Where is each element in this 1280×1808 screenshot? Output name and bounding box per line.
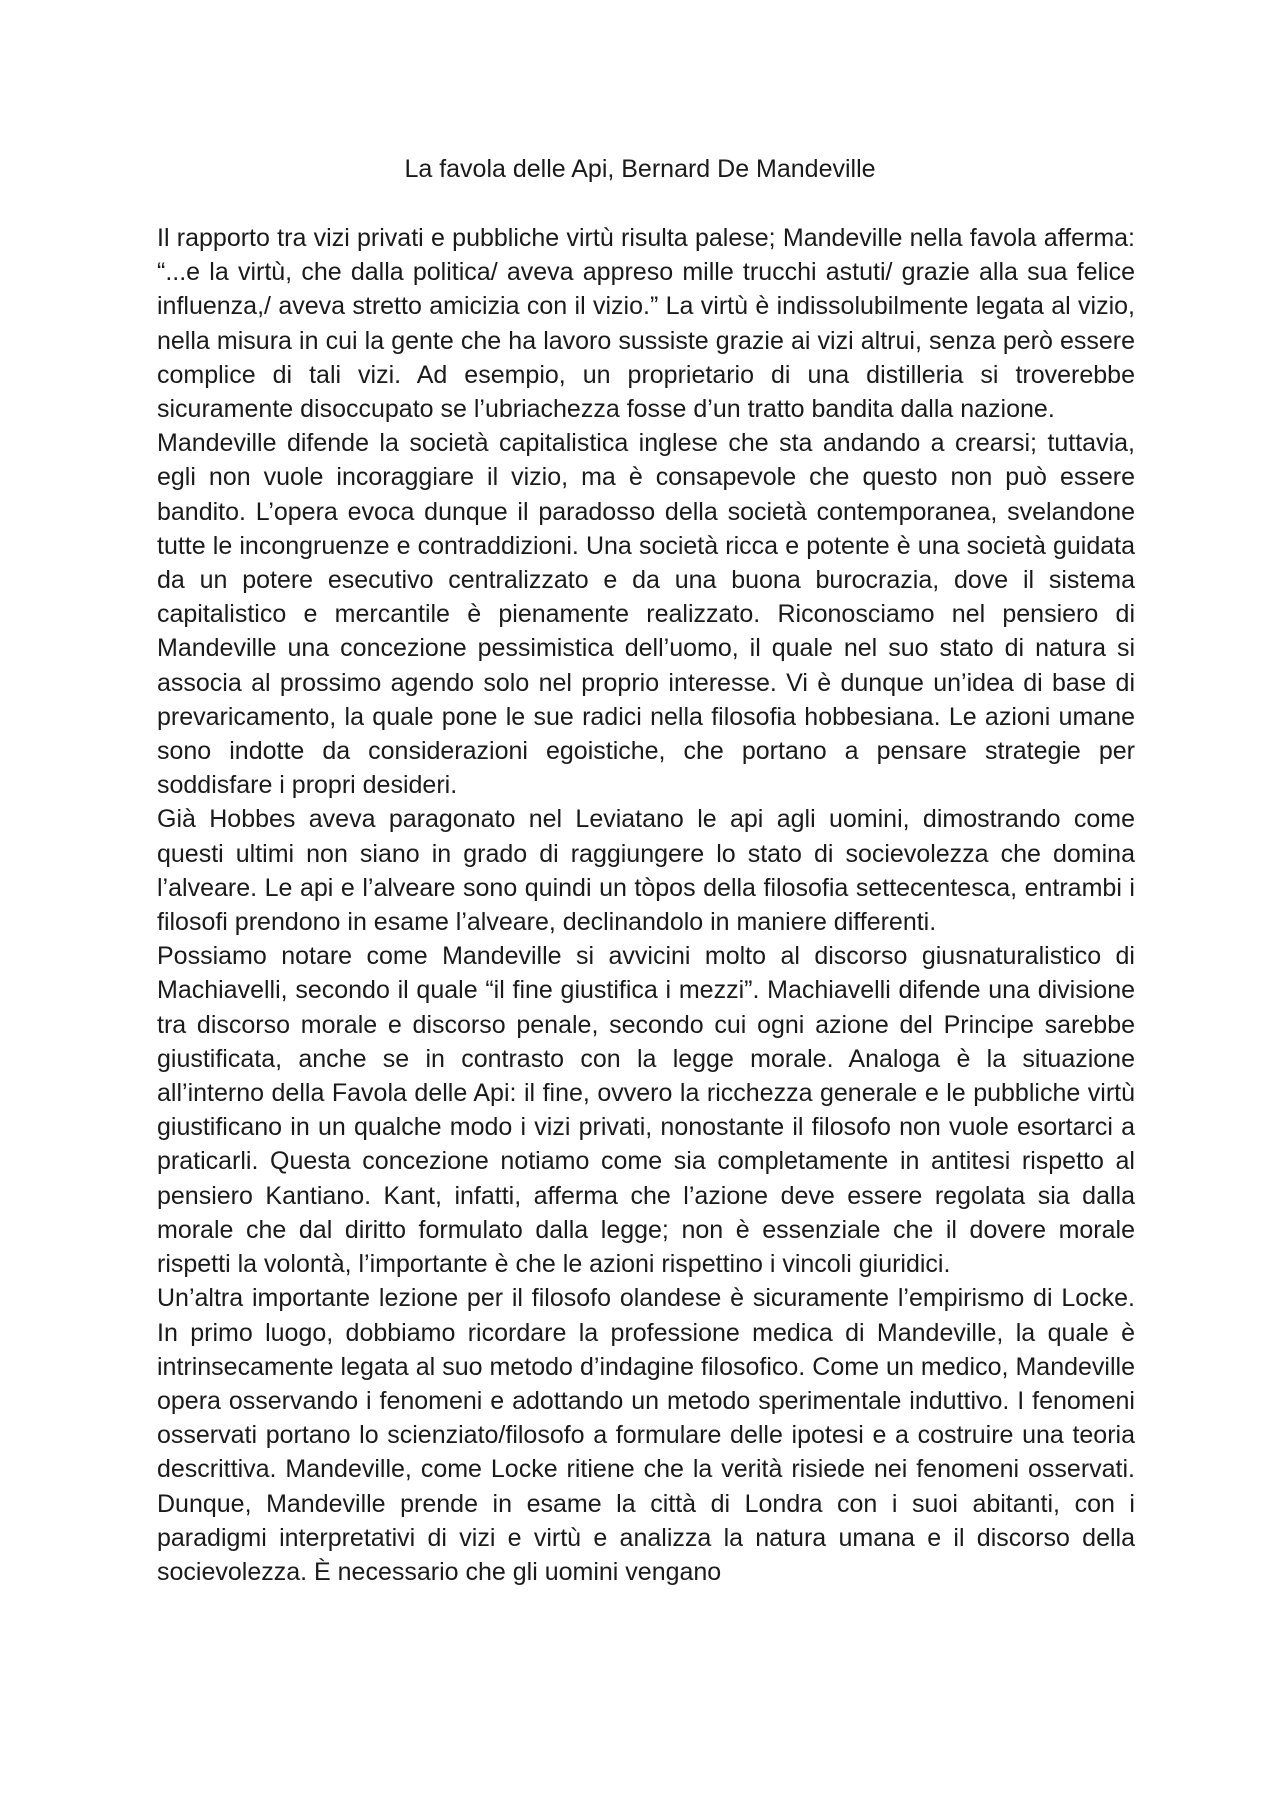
paragraph-4: Possiamo notare come Mandeville si avvicini molto al discorso giusnaturalistico di Machiavelli, secondo il quale “il fine giustifica i mezzi”. Machiavelli difende una divisione tra discorso morale e discorso penale, secondo cui ogni azione del Principe sarebbe giustificata, anche se in contrasto con la legge morale. Analoga è la situazione all’interno della Favola delle Api: il fine, ovvero la ricchezza generale e le pubbliche virtù giustificano in un qualche modo i vizi privati, nonostante il filosofo non vuole esortarci a praticarli. Questa concezione notiamo come sia completamente in antitesi rispetto al pensiero Kantiano. Kant, infatti, afferma che l’azione deve essere regolata sia dalla morale che dal diritto formulato dalla legge; non è essenziale che il dovere morale rispetti la volontà, l’importante è che le azioni rispettino i vincoli giuridici.: [157, 942, 1135, 1279]
paragraph-3: Già Hobbes aveva paragonato nel Leviatano le api agli uomini, dimostrando come questi ultimi non siano in grado di raggiungere lo stato di socievolezza che domina l’alveare. Le api e l’alveare sono quindi un tòpos della filosofia settecentesca, entrambi i filosofi prendono in esame l’alveare, declinandolo in maniere differenti.: [157, 805, 1135, 937]
paragraph-1: Il rapporto tra vizi privati e pubbliche virtù risulta palese; Mandeville nella favola afferma: “...e la virtù, che dalla politica/ aveva appreso mille trucchi astuti/ grazie alla sua felice influenza,/ aveva stretto amicizia con il vizio.” La virtù è indissolubilmente legata al vizio, nella misura in cui la gente che ha lavoro sussiste grazie ai vizi altrui, senza però essere complice di tali vizi. Ad esempio, un proprietario di una distilleria si troverebbe sicuramente disoccupato se l’ubriachezza fosse d’un tratto bandita dalla nazione.: [157, 224, 1135, 424]
paragraph-2: Mandeville difende la società capitalistica inglese che sta andando a crearsi; tuttavia, egli non vuole incoraggiare il vizio, ma è consapevole che questo non può essere bandito. L’opera evoca dunque il paradosso della società contemporanea, svelandone tutte le incongruenze e contraddizioni. Una società ricca e potente è una società guidata da un potere esecutivo centralizzato e da una buona burocrazia, dove il sistema capitalistico e mercantile è pienamente realizzato. Riconosciamo nel pensiero di Mandeville una concezione pessimistica dell’uomo, il quale nel suo stato di natura si associa al prossimo agendo solo nel proprio interesse. Vi è dunque un’idea di base di prevaricamento, la quale pone le sue radici nella filosofia hobbesiana. Le azioni umane sono indotte da considerazioni egoistiche, che portano a pensare strategie per soddisfare i propri desideri.: [157, 429, 1135, 800]
paragraph-5: Un’altra importante lezione per il filosofo olandese è sicuramente l’empirismo di Locke. In primo luogo, dobbiamo ricordare la professione medica di Mandeville, la quale è intrinsecamente legata al suo metodo d’indagine filosofico. Come un medico, Mandeville opera osservando i fenomeni e adottando un metodo sperimentale induttivo. I fenomeni osservati portano lo scienziato/filosofo a formulare delle ipotesi e a costruire una teoria descrittiva. Mandeville, come Locke ritiene che la verità risiede nei fenomeni osservati. Dunque, Mandeville prende in esame la città di Londra con i suoi abitanti, con i paradigmi interpretativi di vizi e virtù e analizza la natura umana e il discorso della socievolezza. È necessario che gli uomini vengano: [157, 1284, 1135, 1586]
document-body: [157, 221, 1135, 1589]
document-title: La favola delle Api, Bernard De Mandeville: [404, 155, 876, 183]
